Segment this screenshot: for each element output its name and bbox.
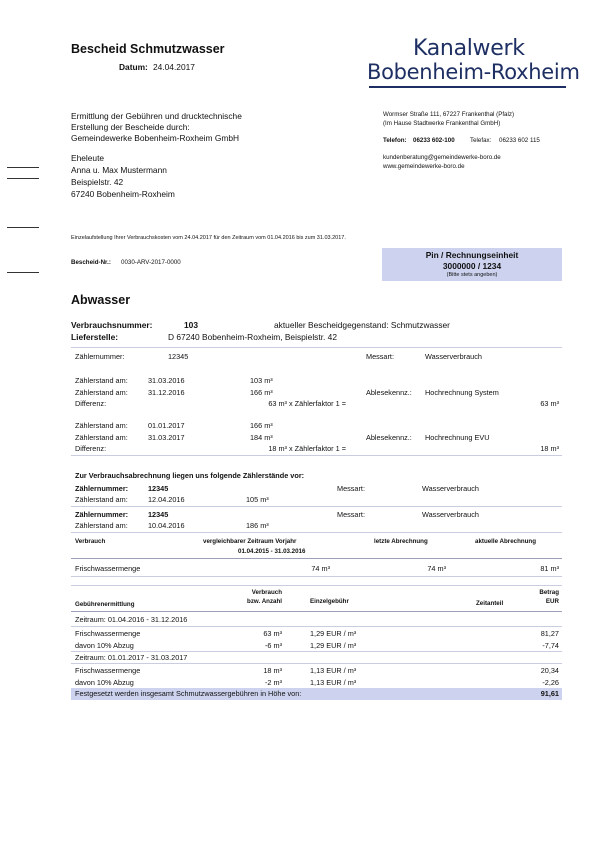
divider (71, 347, 562, 348)
reading-value: 105 m³ (246, 495, 269, 504)
consumption-row-current: 81 m³ (540, 564, 559, 573)
contact-web[interactable]: www.gemeindewerke-boro.de (383, 163, 465, 170)
reading-label: Zählerstand am: (75, 433, 128, 442)
reading-date: 31.03.2017 (148, 433, 185, 442)
logo-underline (369, 86, 566, 88)
reading-label: Zählerstand am: (75, 521, 128, 530)
section-title: Abwasser (71, 293, 131, 307)
contact-email[interactable]: kundenberatung@gemeindewerke-boro.de (383, 154, 501, 161)
recipient-line3: Beispielstr. 42 (71, 177, 124, 187)
sender-line2: Erstellung der Bescheide durch: (71, 122, 190, 132)
consumption-col-prev-period: 01.04.2015 - 31.03.2016 (238, 548, 306, 555)
reading-value: 166 m³ (250, 388, 273, 397)
consumer-number-value: 103 (184, 320, 198, 330)
reading-mark-label: Ablesekennz.: (366, 388, 412, 397)
reading-date: 31.12.2016 (148, 388, 185, 397)
difference-calc: 18 m³ x Zählerfaktor 1 = (268, 444, 346, 453)
reading-value: 184 m³ (250, 433, 273, 442)
messart-label: Messart: (366, 352, 394, 361)
reading-date: 31.03.2016 (148, 376, 185, 385)
contact-house: (Im Hause Stadtwerke Frankenthal GmbH) (383, 120, 501, 127)
messart-label: Messart: (337, 510, 365, 519)
difference-result: 63 m³ (540, 399, 559, 408)
reading-label: Zählerstand am: (75, 388, 128, 397)
bescheid-label: Bescheid-Nr.: (71, 259, 111, 266)
divider (71, 455, 562, 456)
fees-col-price: Einzelgebühr (310, 598, 349, 605)
total-label: Festgesetzt werden insgesamt Schmutzwassergebühren in Höhe von: (75, 689, 302, 698)
reading-mark-value: Hochrechnung EVU (425, 433, 490, 442)
fee-row-qty: 63 m³ (263, 629, 282, 638)
meter-number: 12345 (148, 510, 169, 519)
consumer-number-label: Verbrauchsnummer: (71, 320, 153, 330)
delivery-point-value: D 67240 Bobenheim-Roxheim, Beispielstr. 42 (168, 332, 337, 342)
consumption-col-last: letzte Abrechnung (374, 538, 428, 545)
difference-calc: 63 m³ x Zählerfaktor 1 = (268, 399, 346, 408)
fold-mark (7, 227, 39, 228)
contact-fax-label: Telefax: (470, 137, 492, 144)
divider (71, 506, 562, 507)
consumption-col-label: Verbrauch (75, 538, 106, 545)
divider (71, 611, 562, 612)
reading-value: 103 m³ (250, 376, 273, 385)
fee-row-amount: -2,26 (542, 678, 559, 687)
fee-row-price: 1,13 EUR / m³ (310, 666, 357, 675)
fee-row-name: davon 10% Abzug (75, 641, 134, 650)
fees-col-share: Zeitanteil (476, 600, 504, 607)
pin-box-title: Pin / Rechnungseinheit (425, 250, 519, 260)
fee-row-qty: 18 m³ (263, 666, 282, 675)
contact-fax: 06233 602 115 (499, 137, 540, 144)
fees-col-amount-line1: Betrag (539, 589, 559, 596)
current-subject: aktueller Bescheidgegenstand: Schmutzwasser (274, 320, 450, 330)
difference-label: Differenz: (75, 399, 107, 408)
reading-date: 10.04.2016 (148, 521, 185, 530)
divider (71, 585, 562, 586)
fold-mark (7, 167, 39, 168)
fees-col-qty-line1: Verbrauch (251, 589, 282, 596)
contact-phone: 06233 602-100 (413, 137, 455, 144)
fees-col-amount-line2: EUR (545, 598, 559, 605)
divider (71, 532, 562, 533)
messart-value: Wasserverbrauch (425, 352, 482, 361)
total-value: 91,61 (540, 689, 559, 698)
reading-value: 166 m³ (250, 421, 273, 430)
logo-line2: Bobenheim-Roxheim (367, 60, 580, 84)
meter-number-label: Zählernummer: (75, 484, 129, 493)
divider (71, 576, 562, 577)
fee-row-price: 1,29 EUR / m³ (310, 629, 357, 638)
meter-number: 12345 (148, 484, 169, 493)
divider (71, 626, 562, 627)
messart-label: Messart: (337, 484, 365, 493)
consumption-col-current: aktuelle Abrechnung (475, 538, 536, 545)
statement-text: Einzelaufstellung Ihrer Verbrauchskosten vom 24.04.2017 für den Zeitraum vom 01.04.2016 bis zum 31.03.2017. (71, 235, 346, 241)
document-title: Bescheid Schmutzwasser (71, 42, 225, 56)
readings-heading: Zur Verbrauchsabrechnung liegen uns folgende Zählerstände vor: (75, 471, 305, 480)
fee-row-qty: -6 m³ (264, 641, 282, 650)
meter-number-label: Zählernummer: (75, 510, 129, 519)
reading-label: Zählerstand am: (75, 376, 128, 385)
fee-row-name: Frischwassermenge (75, 629, 141, 638)
reading-date: 12.04.2016 (148, 495, 185, 504)
divider (71, 663, 562, 664)
fee-row-name: davon 10% Abzug (75, 678, 134, 687)
divider (71, 558, 562, 559)
recipient-line2: Anna u. Max Mustermann (71, 165, 167, 175)
fee-row-qty: -2 m³ (264, 678, 282, 687)
consumption-row-label: Frischwassermenge (75, 564, 141, 573)
meter-number-label: Zählernummer: (75, 352, 125, 361)
fee-row-amount: -7,74 (542, 641, 559, 650)
difference-label: Differenz: (75, 444, 107, 453)
fold-mark (7, 178, 39, 179)
bescheid-value: 0030-ARV-2017-0000 (121, 259, 181, 266)
fee-period-label: Zeitraum: 01.04.2016 - 31.12.2016 (75, 615, 188, 624)
reading-mark-value: Hochrechnung System (425, 388, 499, 397)
messart-value: Wasserverbrauch (422, 510, 479, 519)
pin-box-value: 3000000 / 1234 (442, 261, 502, 271)
reading-mark-label: Ablesekennz.: (366, 433, 412, 442)
consumption-row-last: 74 m³ (427, 564, 446, 573)
fees-col-qty-line2: bzw. Anzahl (247, 598, 282, 605)
sender-line1: Ermittlung der Gebühren und drucktechnische (71, 111, 242, 121)
fold-mark (7, 272, 39, 273)
date-label: Datum: (119, 62, 148, 72)
reading-value: 186 m³ (246, 521, 269, 530)
sender-line3: Gemeindewerke Bobenheim-Roxheim GmbH (71, 133, 240, 143)
reading-label: Zählerstand am: (75, 421, 128, 430)
fee-row-price: 1,29 EUR / m³ (310, 641, 357, 650)
consumption-row-prev: 74 m³ (311, 564, 330, 573)
fee-row-amount: 20,34 (540, 666, 559, 675)
fee-row-name: Frischwassermenge (75, 666, 141, 675)
contact-address: Wormser Straße 111, 67227 Frankenthal (Pfalz) (383, 111, 515, 118)
difference-result: 18 m³ (540, 444, 559, 453)
fee-period-label: Zeitraum: 01.01.2017 - 31.03.2017 (75, 653, 188, 662)
recipient-line4: 67240 Bobenheim-Roxheim (71, 189, 175, 199)
meter-number: 12345 (168, 352, 189, 361)
messart-value: Wasserverbrauch (422, 484, 479, 493)
contact-phone-label: Telefon: (383, 137, 407, 144)
divider (71, 651, 562, 652)
logo-line1: Kanalwerk (413, 36, 525, 61)
date-value: 24.04.2017 (153, 62, 195, 72)
pin-box-note: (Bitte stets angeben) (446, 272, 498, 278)
consumption-col-prev: vergleichbarer Zeitraum Vorjahr (203, 538, 297, 545)
fees-col-name: Gebührenermittlung (75, 601, 135, 608)
delivery-point-label: Lieferstelle: (71, 332, 119, 342)
fee-row-amount: 81,27 (540, 629, 559, 638)
reading-label: Zählerstand am: (75, 495, 128, 504)
reading-date: 01.01.2017 (148, 421, 185, 430)
fee-row-price: 1,13 EUR / m³ (310, 678, 357, 687)
recipient-line1: Eheleute (71, 153, 105, 163)
